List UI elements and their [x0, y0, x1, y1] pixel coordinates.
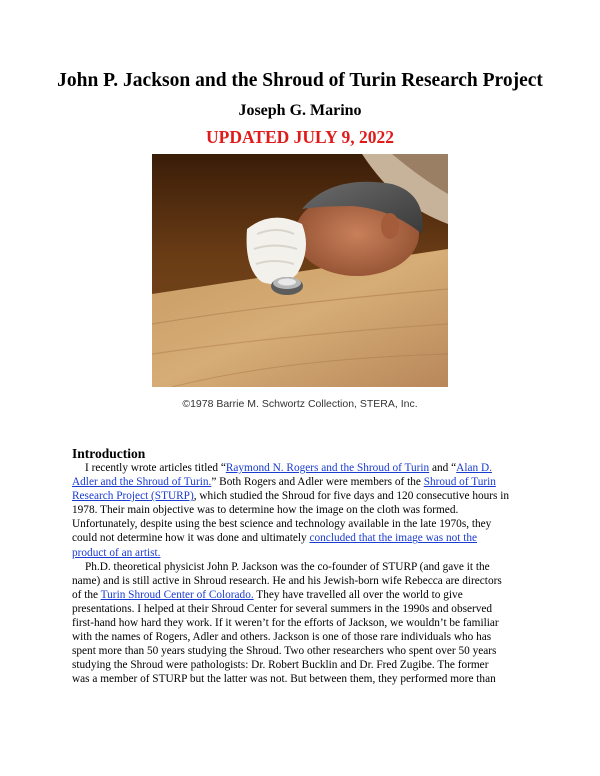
link-turin-shroud-center[interactable]: Turin Shroud Center of Colorado. [100, 588, 254, 601]
text-line: spent more than 50 years studying the Shroud. Two other researchers who spent over 50 years [72, 645, 497, 658]
photo-researcher-examining-shroud [152, 154, 448, 387]
text-run: I recently wrote articles titled “ [85, 462, 226, 474]
text-run: of the [72, 588, 101, 601]
link-alan-adler-cont[interactable]: Adler and the Shroud of Turin. [72, 476, 212, 489]
text-line [72, 461, 532, 475]
text-line: presentations. I helped at their Shroud Center for several summers in the 1990s and observed [72, 602, 493, 615]
text-line: 1978. Their main objective was to determine how the image on the cloth was formed. [72, 504, 459, 517]
link-sturp-cont[interactable]: Research Project (STURP) [72, 490, 194, 503]
text-line: with the names of Rogers, Adler and others. Jackson is one of those rare individuals who has [72, 631, 492, 644]
author-name: Joseph G. Marino [238, 102, 362, 119]
text-line: first-hand how hard they work. If it weren’t for the efforts of Jackson, we wouldn’t be familiar [72, 617, 499, 630]
text-line [72, 531, 532, 545]
link-image-not-artist[interactable]: concluded that the image was not the [309, 532, 478, 545]
page-title: John P. Jackson and the Shroud of Turin Research Project [57, 70, 543, 91]
text-run: and “ [429, 462, 457, 474]
introduction-body [72, 461, 532, 687]
section-heading-introduction: Introduction [72, 446, 146, 461]
text-line [72, 546, 532, 560]
photo-credit: ©1978 Barrie M. Schwortz Collection, STERA, Inc. [182, 398, 418, 410]
text-line: Ph.D. theoretical physicist John P. Jackson was the co-founder of STURP (and gave it the [85, 560, 490, 573]
text-line [72, 588, 532, 602]
text-line: Unfortunately, despite using the best science and technology available in the late 1970s, they [72, 518, 492, 531]
link-image-not-artist-cont[interactable]: product of an artist. [72, 546, 161, 559]
text-line: studying the Shroud were pathologists: Dr. Robert Bucklin and Dr. Fred Zugibe. The former [72, 659, 489, 672]
text-run: , which studied the Shroud for five days and 120 consecutive hours in [193, 490, 510, 503]
text-run: ” Both Rogers and Adler were members of the [211, 476, 424, 489]
link-raymond-rogers[interactable]: Raymond N. Rogers and the Shroud of Turin [225, 462, 430, 474]
text-run: They have travelled all over the world to give [253, 588, 463, 601]
text-line: name) and is still active in Shroud research. He and his Jewish-born wife Rebecca are directors [72, 574, 502, 587]
text-run: could not determine how it was done and ultimately [72, 532, 310, 545]
text-line: was a member of STURP but the latter was not. But between them, they performed more than [72, 673, 496, 686]
text-line [72, 475, 532, 489]
text-line [72, 489, 532, 503]
link-alan-adler[interactable]: Alan D. [456, 462, 492, 474]
photo-illustration [152, 154, 448, 387]
updated-notice: UPDATED JULY 9, 2022 [206, 127, 394, 147]
link-sturp[interactable]: Shroud of Turin [423, 476, 496, 489]
